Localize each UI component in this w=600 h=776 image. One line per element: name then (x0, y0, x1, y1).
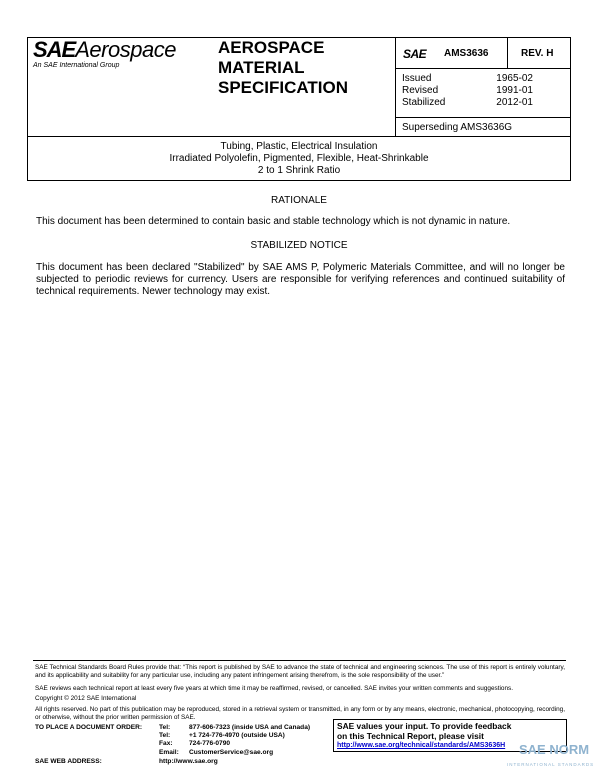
dates-block (402, 73, 562, 109)
tel-number[interactable]: 877-606-7323 (inside USA and Canada) (189, 724, 311, 731)
header-divider (507, 37, 508, 69)
tel-label: Tel: (159, 732, 171, 740)
spec-title-line2: MATERIAL (218, 58, 305, 77)
document-title-box (27, 136, 571, 181)
footer-copyright: Copyright © 2012 SAE International (35, 695, 137, 702)
footer-rights-text: All rights reserved. No part of this publication may be reproduced, stored in a retrieval system or transmitted, in any form or by any means, electronic, mechanical, photocopying, recording, or otherwise, without the prior written permission of SAE. (35, 706, 565, 721)
watermark-main: SAE NORM (519, 742, 590, 757)
watermark-sub: INTERNATIONAL STANDARDS (507, 762, 595, 767)
header-divider (395, 68, 571, 69)
email-link[interactable]: CustomerService@sae.org (189, 748, 274, 756)
header-divider (395, 117, 571, 118)
date-value: 1965-02 (496, 73, 533, 84)
fax-number: 724-776-0790 (189, 740, 231, 748)
date-label: Revised (402, 85, 439, 96)
fax-label: Fax: (159, 740, 173, 748)
web-address-row (35, 758, 218, 765)
web-address-label: SAE WEB ADDRESS: (35, 758, 102, 765)
title-line3: 2 to 1 Shrink Ratio (257, 165, 341, 176)
stabilized-notice-text: This document has been declared "Stabilized" by SAE AMS P, Polymeric Materials Committee, and will no longer be subjected to periodic reviews for currency. Users are responsible for verifying references and continued suitability of technical requirements. Newer technology may exist. (36, 262, 565, 298)
order-label: TO PLACE A DOCUMENT ORDER: (35, 724, 143, 731)
logo-aerospace: Aerospace (75, 37, 176, 62)
feedback-link[interactable]: http://www.sae.org/technical/standards/AMS3636H (337, 742, 506, 750)
footer-review-text: SAE reviews each technical report at least every five years at which time it may be reaffirmed, revised, or cancelled. SAE invites your written comments and suggestions. (35, 685, 513, 692)
date-label: Issued (402, 73, 432, 84)
logo-sae: SAE (33, 37, 76, 62)
spec-title (218, 38, 348, 98)
document-number: AMS3636 (444, 48, 489, 59)
sae-aerospace-logo (33, 39, 176, 69)
footer-rule (33, 660, 566, 661)
sae-mark-icon: SAE (403, 47, 427, 61)
feedback-line2: on this Technical Report, please visit (337, 730, 484, 741)
spec-title-line3: SPECIFICATION (218, 78, 349, 97)
date-row-revised (402, 85, 562, 97)
superseding-label: Superseding AMS3636G (402, 122, 513, 133)
footer-rules-text: SAE Technical Standards Board Rules provide that: “This report is published by SAE to advance the state of technical and engineering sciences. The use of this report is entirely voluntary, and its applicability and suitability for any particular use, including any patent infringement arising therefrom, is the sole responsibility of the user.” (35, 664, 565, 679)
email-label: Email: (159, 748, 179, 756)
date-value: 1991-01 (496, 85, 533, 96)
logo-subtitle: An SAE International Group (33, 62, 120, 69)
stabilized-notice-heading: STABILIZED NOTICE (250, 240, 348, 251)
date-label: Stabilized (402, 97, 446, 108)
header-divider (395, 37, 396, 137)
feedback-line1: SAE values your input. To provide feedback (337, 721, 512, 731)
date-row-issued (402, 73, 562, 85)
rationale-heading: RATIONALE (271, 195, 327, 206)
order-contact-table (35, 724, 310, 757)
revision-label: REV. H (521, 48, 554, 59)
tel-label: Tel: (159, 724, 171, 731)
title-line1: Tubing, Plastic, Electrical Insulation (220, 141, 378, 152)
tel-number[interactable]: +1 724-776-4970 (outside USA) (189, 732, 285, 740)
date-value: 2012-01 (496, 97, 533, 108)
rationale-text: This document has been determined to contain basic and stable technology which is not dynamic in nature. (36, 216, 511, 227)
watermark-logo (505, 742, 595, 772)
web-address-link[interactable]: http://www.sae.org (159, 758, 218, 765)
spec-title-line1: AEROSPACE (218, 38, 325, 57)
title-line2: Irradiated Polyolefin, Pigmented, Flexible, Heat-Shrinkable (169, 153, 429, 164)
date-row-stabilized (402, 97, 562, 109)
